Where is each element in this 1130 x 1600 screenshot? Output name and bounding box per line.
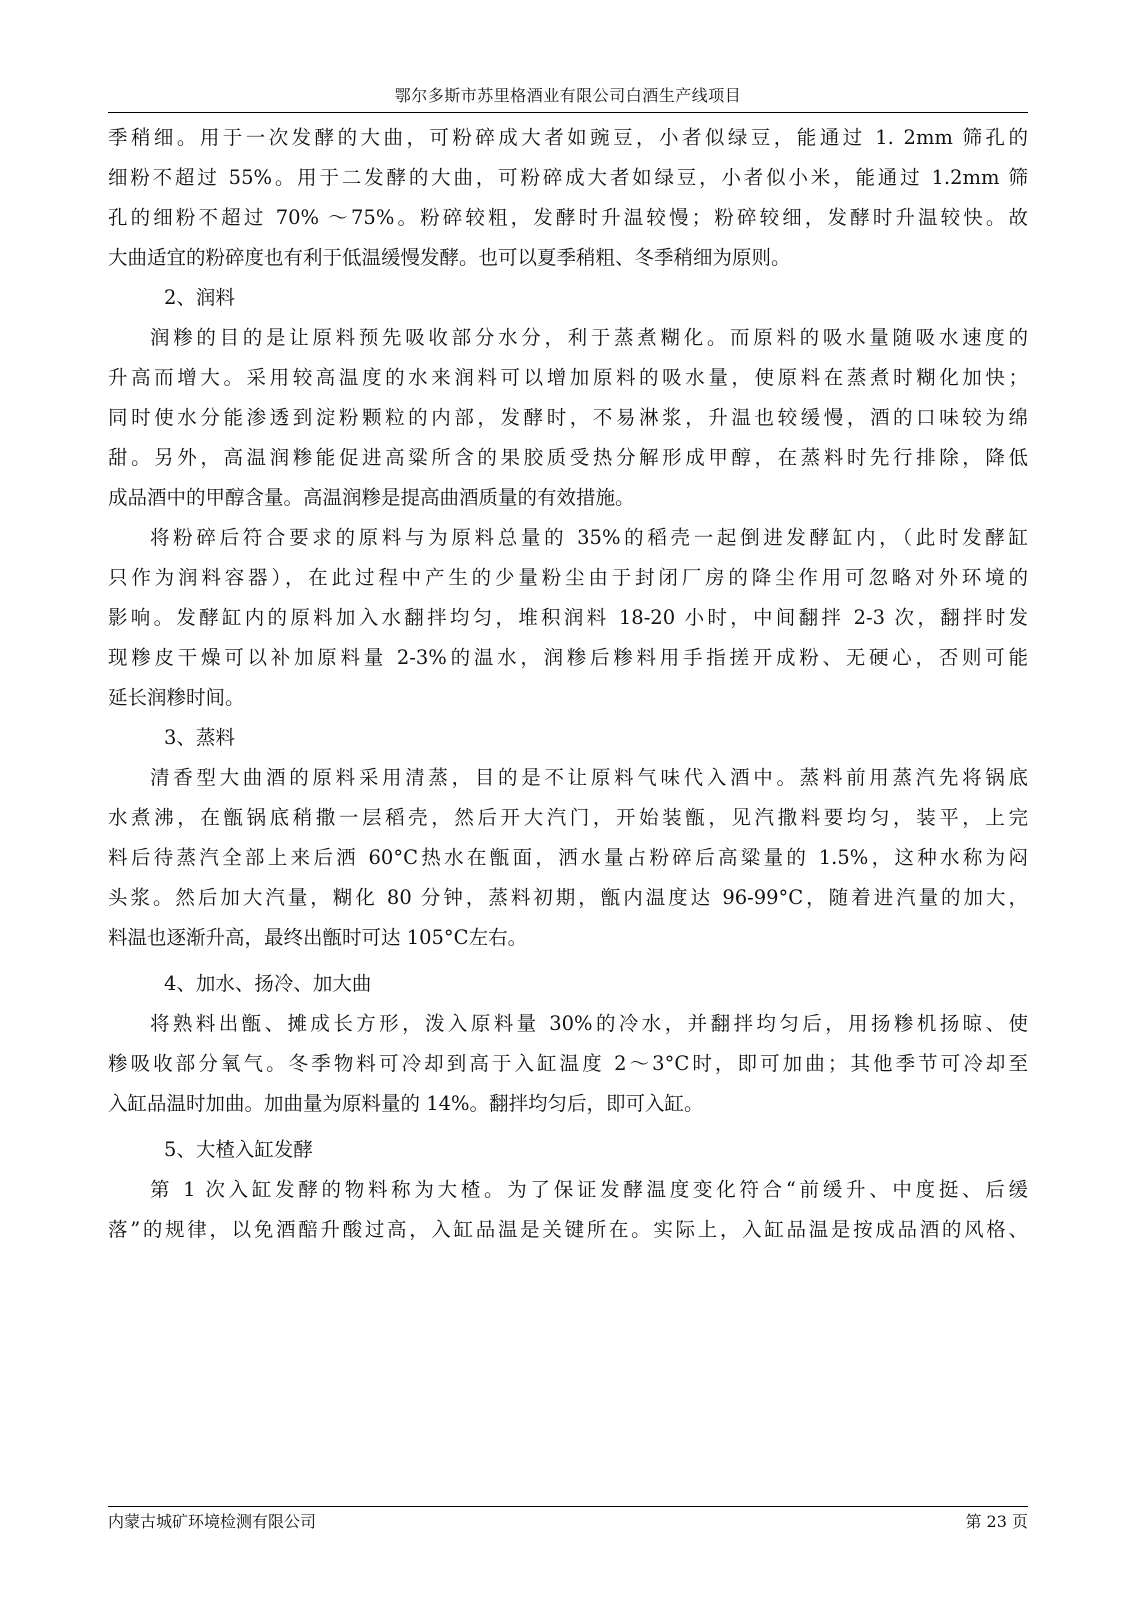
page-number: 第 23 页 [965,1512,1028,1531]
text-line: 甜。另外，高温润糁能促进高粱所含的果胶质受热分解形成甲醇，在蒸料时先行排除，降低 [108,446,1028,469]
text-line: 落”的规律，以免酒醅升酸过高，入缸品温是关键所在。实际上，入缸品温是按成品酒的风格、 [108,1218,1028,1241]
paragraph-intro [108,118,1028,278]
paragraph-runliao-2 [108,518,1028,718]
text-line: 润糁的目的是让原料预先吸收部分水分，利于蒸煮糊化。而原料的吸水量随吸水速度的 [150,326,1028,349]
page-header [108,86,1028,113]
footer-company: 内蒙古城矿环境检测有限公司 [108,1512,317,1531]
text-line: 大曲适宜的粉碎度也有利于低温缓慢发酵。也可以夏季稍粗、冬季稍细为原则。 [108,246,791,269]
text-line: 将粉碎后符合要求的原料与为原料总量的 35%的稻壳一起倒进发酵缸内，（此时发酵缸 [150,526,1028,549]
document-body [108,118,1028,1250]
text-line: 入缸品温时加曲。加曲量为原料量的 14%。翻拌均匀后，即可入缸。 [108,1092,704,1115]
text-line: 将熟料出甑、摊成长方形，泼入原料量 30%的冷水，并翻拌均匀后，用扬糁机扬晾、使 [150,1012,1028,1035]
text-line: 细粉不超过 55%。用于二发酵的大曲，可粉碎成大者如绿豆，小者似小米，能通过 1.2mm 筛 [108,166,1028,189]
text-line: 现糁皮干燥可以补加原料量 2-3%的温水，润糁后糁料用手指搓开成粉、无硬心，否则可能 [108,646,1028,669]
text-line: 糁吸收部分氧气。冬季物料可冷却到高于入缸温度 2～3°C时，即可加曲；其他季节可冷却至 [108,1052,1028,1075]
text-line: 孔的细粉不超过 70% ～75%。粉碎较粗，发酵时升温较慢；粉碎较细，发酵时升温较快。故 [108,206,1028,229]
text-line: 成品酒中的甲醇含量。高温润糁是提高曲酒质量的有效措施。 [108,486,635,509]
text-line: 第 1 次入缸发酵的物料称为大楂。为了保证发酵温度变化符合“前缓升、中度挺、后缓 [150,1178,1028,1201]
section-heading-runliao: 2、润料 [164,286,235,309]
paragraph-zhengliao [108,758,1028,958]
text-line: 头浆。然后加大汽量，糊化 80 分钟，蒸料初期，甑内温度达 96-99°C，随着进汽量的加大， [108,886,1028,909]
text-line: 清香型大曲酒的原料采用清蒸，目的是不让原料气味代入酒中。蒸料前用蒸汽先将锅底 [150,766,1028,789]
section-heading-zhengliao: 3、蒸料 [164,726,235,749]
text-line: 水煮沸，在甑锅底稍撒一层稻壳，然后开大汽门，开始装甑，见汽撒料要均匀，装平，上完 [108,806,1028,829]
paragraph-dacha [108,1170,1028,1250]
text-line: 升高而增大。采用较高温度的水来润料可以增加原料的吸水量，使原料在蒸煮时糊化加快； [108,366,1028,389]
text-line: 影响。发酵缸内的原料加入水翻拌均匀，堆积润料 18-20 小时，中间翻拌 2-3 次，翻拌时发 [108,606,1028,629]
document-title: 鄂尔多斯市苏里格酒业有限公司白酒生产线项目 [394,86,742,105]
text-line: 只作为润料容器），在此过程中产生的少量粉尘由于封闭厂房的降尘作用可忽略对外环境的 [108,566,1028,589]
text-line: 同时使水分能渗透到淀粉颗粒的内部，发酵时，不易淋浆，升温也较缓慢，酒的口味较为绵 [108,406,1028,429]
text-line: 延长润糁时间。 [108,686,245,709]
page-footer [108,1506,1028,1533]
paragraph-runliao-1 [108,318,1028,518]
section-heading-dacha: 5、大楂入缸发酵 [164,1138,313,1161]
section-heading-jiashui: 4、加水、扬冷、加大曲 [164,972,372,995]
text-line: 料温也逐渐升高，最终出甑时可达 105°C左右。 [108,926,528,949]
paragraph-jiashui [108,1004,1028,1124]
text-line: 季稍细。用于一次发酵的大曲，可粉碎成大者如豌豆，小者似绿豆，能通过 1. 2mm 筛孔的 [108,126,1028,149]
text-line: 料后待蒸汽全部上来后洒 60°C热水在甑面，洒水量占粉碎后高粱量的 1.5%，这种水称为闷 [108,846,1028,869]
